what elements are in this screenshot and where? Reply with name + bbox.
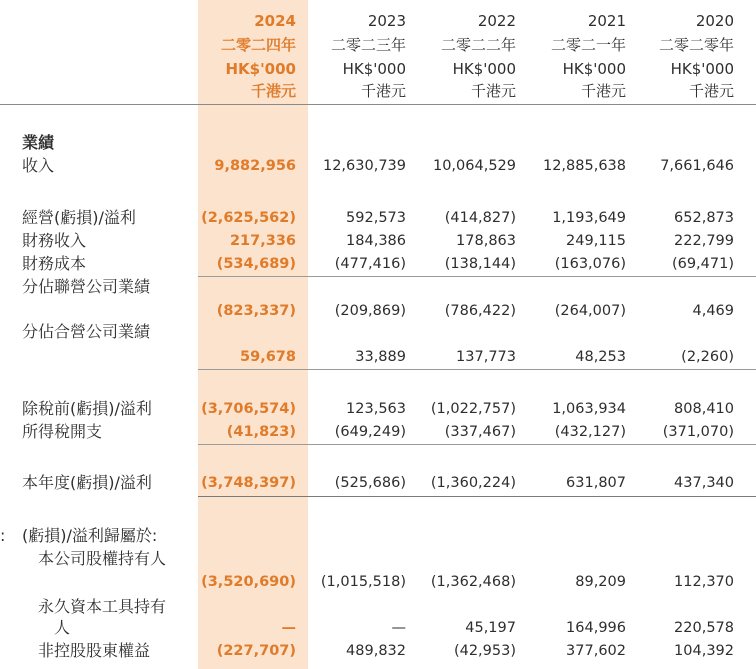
- row-label: 除稅前(虧損)/溢利: [22, 399, 152, 418]
- value-2024: (3,520,690): [201, 574, 296, 590]
- value-2020: (371,070): [662, 424, 734, 440]
- cut-glyph: :: [0, 526, 6, 545]
- value-2022: (138,144): [444, 256, 516, 272]
- value-2021: 249,115: [566, 233, 626, 249]
- value-2024: (823,337): [216, 303, 296, 319]
- unit-en-2024: HK$'000: [225, 60, 296, 78]
- row-tax: [0, 421, 756, 445]
- value-2020: 104,392: [674, 643, 734, 659]
- row-label: 財務收入: [22, 231, 87, 250]
- value-2021: 89,209: [575, 574, 626, 590]
- year-cn-2020: 二零二零年: [658, 36, 734, 54]
- row-label-cont: 人: [54, 618, 71, 637]
- value-2021: 1,063,934: [552, 401, 626, 417]
- value-2021: 377,602: [566, 643, 626, 659]
- header-unit-cn: [0, 80, 756, 102]
- row-nci: [0, 640, 756, 664]
- row-operating: [0, 207, 756, 231]
- subtotal-rule: [198, 444, 756, 445]
- value-2021: 1,193,649: [552, 210, 626, 226]
- value-2024: (3,706,574): [201, 401, 296, 417]
- unit-en-2020: HK$'000: [670, 60, 734, 78]
- value-2022: 178,863: [456, 233, 516, 249]
- row-perpetual: [0, 617, 756, 641]
- row-label: 本公司股權持有人: [38, 549, 167, 568]
- total-rule: [198, 496, 756, 497]
- row-equity-holders-label: [0, 548, 756, 572]
- year-2020: 2020: [695, 12, 734, 30]
- value-2021: 48,253: [575, 349, 626, 365]
- value-2024: (2,625,562): [201, 210, 296, 226]
- value-2024: 9,882,956: [214, 158, 296, 174]
- value-2023: (649,249): [334, 424, 406, 440]
- row-label: 永久資本工具持有: [38, 597, 167, 616]
- row-attrib-heading: [0, 525, 756, 549]
- row-jv-label: [0, 321, 756, 345]
- value-2024: (41,823): [226, 424, 296, 440]
- value-2020: 437,340: [674, 475, 734, 491]
- row-label: 財務成本: [22, 254, 87, 273]
- value-2023: 33,889: [355, 349, 406, 365]
- value-2022: (1,362,468): [430, 574, 516, 590]
- value-2024: (534,689): [216, 256, 296, 272]
- value-2020: 808,410: [674, 401, 734, 417]
- header-years: [0, 10, 756, 32]
- value-2020: (69,471): [671, 256, 734, 272]
- value-2022: (1,022,757): [430, 401, 516, 417]
- value-2023: (1,015,518): [320, 574, 406, 590]
- value-2021: 631,807: [566, 475, 626, 491]
- value-2022: (337,467): [444, 424, 516, 440]
- unit-en-2023: HK$'000: [342, 60, 406, 78]
- subtotal-rule: [198, 369, 756, 370]
- header-years-cn: [0, 34, 756, 56]
- value-2023: 489,832: [346, 643, 406, 659]
- year-cn-2023: 二零二三年: [330, 36, 406, 54]
- value-2023: (525,686): [334, 475, 406, 491]
- row-pbt: [0, 398, 756, 422]
- year-2024: 2024: [254, 12, 296, 30]
- value-2021: 164,996: [566, 620, 626, 636]
- value-2024: 59,678: [240, 349, 296, 365]
- unit-cn-2020: 千港元: [688, 82, 734, 100]
- year-cn-2022: 二零二二年: [440, 36, 516, 54]
- row-label: 分佔合營公司業績: [22, 322, 151, 341]
- value-2020: (2,260): [681, 349, 734, 365]
- row-label: 所得稅開支: [22, 422, 103, 441]
- value-2022: (1,360,224): [430, 475, 516, 491]
- row-label: 非控股股東權益: [38, 641, 151, 660]
- row-year: [0, 472, 756, 496]
- row-associates-label: [0, 276, 756, 300]
- row-label: (虧損)/溢利歸屬於:: [22, 526, 158, 545]
- unit-en-2022: HK$'000: [452, 60, 516, 78]
- value-2022: 10,064,529: [432, 158, 516, 174]
- value-2023: 123,563: [346, 401, 406, 417]
- year-2022: 2022: [477, 12, 516, 30]
- unit-en-2021: HK$'000: [562, 60, 626, 78]
- row-equity-holders: [0, 571, 756, 595]
- value-2024: (227,707): [216, 643, 296, 659]
- row-label: 收入: [22, 156, 55, 175]
- year-cn-2024: 二零二四年: [220, 36, 296, 54]
- header-unit-en: [0, 58, 756, 80]
- value-2024: (3,748,397): [201, 475, 296, 491]
- row-finance-income: [0, 230, 756, 254]
- year-2021: 2021: [587, 12, 626, 30]
- value-2023: —: [391, 620, 406, 636]
- value-2022: (786,422): [444, 303, 516, 319]
- year-2023: 2023: [367, 12, 406, 30]
- unit-cn-2023: 千港元: [360, 82, 406, 100]
- value-2023: 12,630,739: [322, 158, 406, 174]
- value-2020: 222,799: [674, 233, 734, 249]
- value-2020: 112,370: [674, 574, 734, 590]
- value-2020: 4,469: [692, 303, 734, 319]
- value-2022: (42,953): [453, 643, 516, 659]
- value-2020: 7,661,646: [660, 158, 734, 174]
- value-2023: (209,869): [334, 303, 406, 319]
- row-finance-cost: [0, 253, 756, 277]
- value-2022: (414,827): [444, 210, 516, 226]
- row-label: 分佔聯營公司業績: [22, 277, 151, 296]
- value-2023: (477,416): [334, 256, 406, 272]
- value-2020: 220,578: [674, 620, 734, 636]
- unit-cn-2022: 千港元: [470, 82, 516, 100]
- unit-cn-2021: 千港元: [580, 82, 626, 100]
- year-cn-2021: 二零二一年: [550, 36, 626, 54]
- section-results: [0, 132, 756, 156]
- row-jv: [0, 346, 756, 370]
- value-2020: 652,873: [674, 210, 734, 226]
- row-label: 本年度(虧損)/溢利: [22, 473, 152, 492]
- value-2024: 217,336: [229, 233, 296, 249]
- value-2023: 592,573: [346, 210, 406, 226]
- value-2021: 12,885,638: [542, 158, 626, 174]
- value-2021: (264,007): [554, 303, 626, 319]
- header-rule: [0, 104, 756, 105]
- value-2023: 184,386: [346, 233, 406, 249]
- value-2021: (163,076): [554, 256, 626, 272]
- row-label: 經營(虧損)/溢利: [22, 208, 136, 227]
- section-results-label: 業績: [22, 133, 55, 152]
- unit-cn-2024: 千港元: [250, 82, 296, 100]
- value-2022: 137,773: [456, 349, 516, 365]
- value-2024: —: [281, 620, 296, 636]
- row-revenue: [0, 155, 756, 179]
- value-2021: (432,127): [554, 424, 626, 440]
- value-2022: 45,197: [465, 620, 516, 636]
